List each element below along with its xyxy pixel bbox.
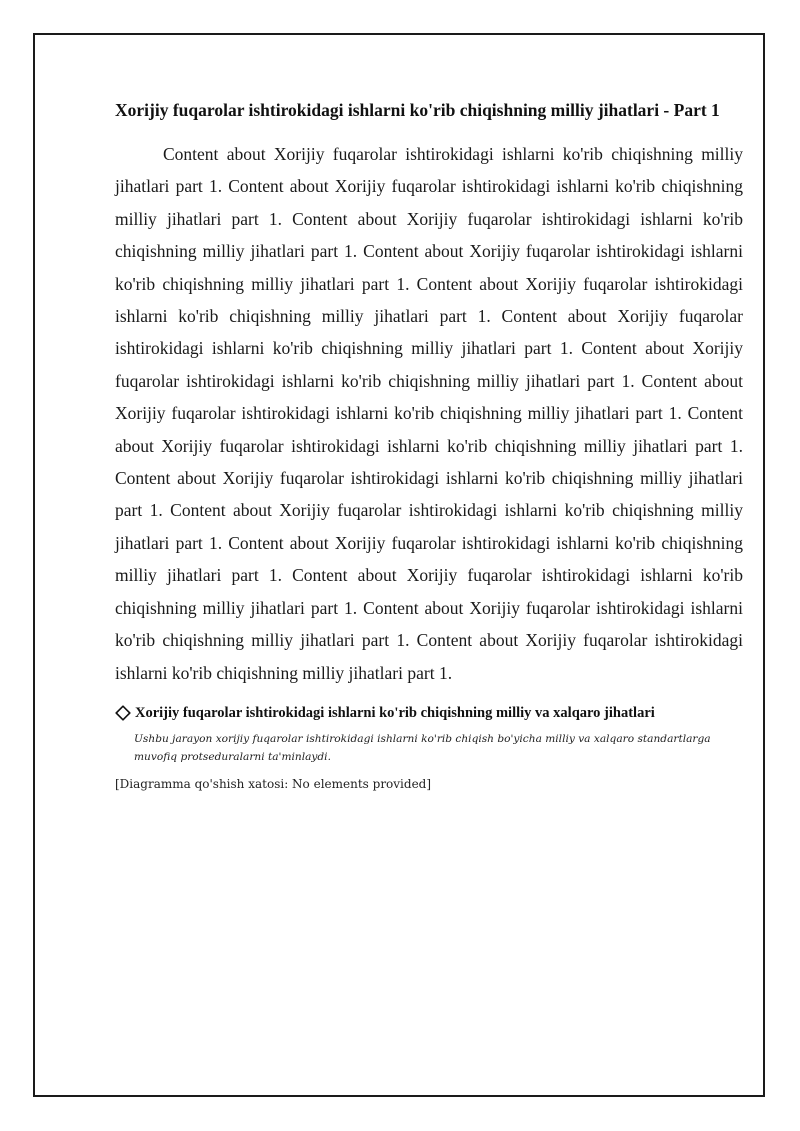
callout-heading-row bbox=[115, 703, 743, 723]
body-paragraph: Content about Xorijiy fuqarolar ishtirokidagi ishlarni ko'rib chiqishning milliy jihatlari part 1. Content about Xorijiy fuqarolar ishtirokidagi ishlarni ko'rib chiqishning milliy jihatlari part 1. Content about Xorijiy fuqarolar ishtirokidagi ishlarni ko'rib chiqishning milliy jihatlari part 1. Content about Xorijiy fuqarolar ishtirokidagi ishlarni ko'rib chiqishning milliy jihatlari part 1. Content about Xorijiy fuqarolar ishtirokidagi ishlarni ko'rib chiqishning milliy jihatlari part 1. Content about Xorijiy fuqarolar ishtirokidagi ishlarni ko'rib chiqishning milliy jihatlari part 1. Content about Xorijiy fuqarolar ishtirokidagi ishlarni ko'rib chiqishning milliy jihatlari part 1. Content about Xorijiy fuqarolar ishtirokidagi ishlarni ko'rib chiqishning milliy jihatlari part 1. Content about Xorijiy fuqarolar ishtirokidagi ishlarni ko'rib chiqishning milliy jihatlari part 1. Content about Xorijiy fuqarolar ishtirokidagi ishlarni ko'rib chiqishning milliy jihatlari part 1. Content about Xorijiy fuqarolar ishtirokidagi ishlarni ko'rib chiqishning milliy jihatlari part 1. Content about Xorijiy fuqarolar ishtirokidagi ishlarni ko'rib chiqishning milliy jihatlari part 1. Content about Xorijiy fuqarolar ishtirokidagi ishlarni ko'rib chiqishning milliy jihatlari part 1. Content about Xorijiy fuqarolar ishtirokidagi ishlarni ko'rib chiqishning milliy jihatlari part 1. Content about Xorijiy fuqarolar ishtirokidagi ishlarni ko'rib chiqishning milliy jihatlari part 1. bbox=[115, 144, 743, 683]
document-title: Xorijiy fuqarolar ishtirokidagi ishlarni ko'rib chiqishning milliy jihatlari - Part 1 bbox=[115, 100, 720, 120]
diamond-icon bbox=[115, 705, 131, 721]
callout-block bbox=[115, 703, 743, 766]
diagram-error-message: [Diagramma qo'shish xatosi: No elements provided] bbox=[115, 776, 432, 791]
document-content bbox=[115, 98, 743, 793]
callout-description: Ushbu jarayon xorijiy fuqarolar ishtirokidagi ishlarni ko'rib chiqish bo'yicha milliy va xalqaro standartlarga muvofiq protseduralarni ta'minlaydi. bbox=[134, 732, 711, 763]
callout-heading: Xorijiy fuqarolar ishtirokidagi ishlarni ko'rib chiqishning milliy va xalqaro jihatlari bbox=[135, 704, 655, 721]
